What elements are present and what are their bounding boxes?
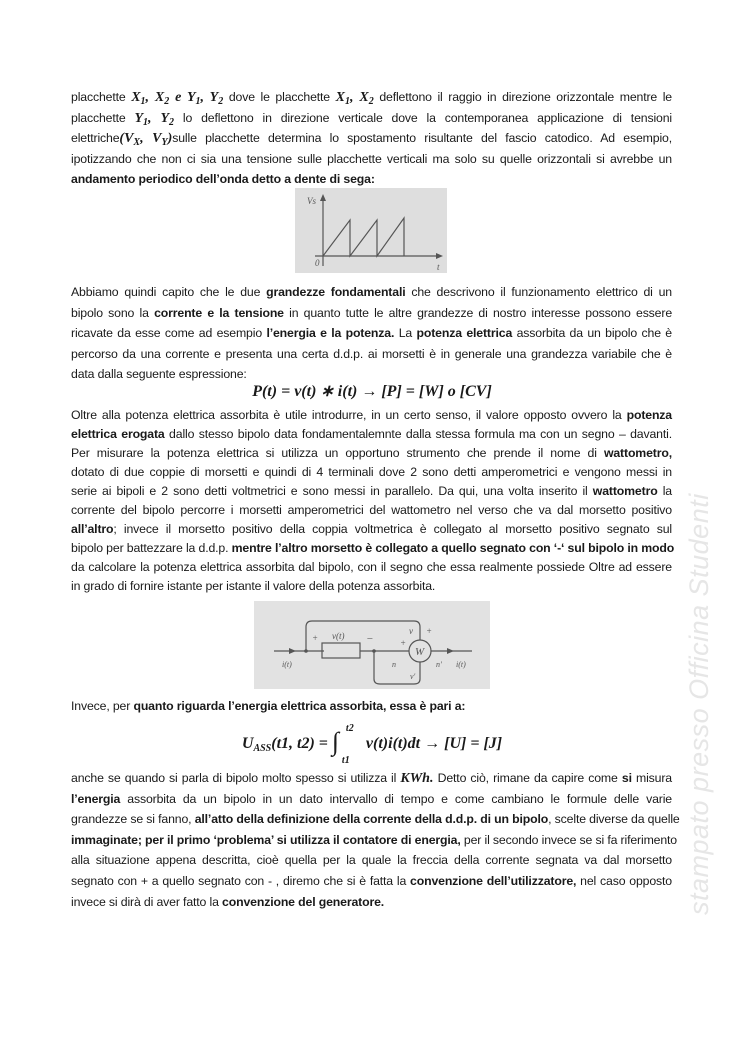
bold-text: wattometro, xyxy=(603,446,672,460)
text-line xyxy=(71,768,672,789)
math-text: , X xyxy=(145,90,165,105)
wattmeter-symbol: W xyxy=(415,646,425,658)
text-line xyxy=(71,539,675,558)
text: Per misurare la potenza elettrica si utilizza un opportuno strumento che prende il nome di xyxy=(71,446,604,460)
bold-text: grandezze fondamentali xyxy=(266,285,406,299)
text-line xyxy=(71,463,672,482)
math-text: 2 xyxy=(169,116,174,128)
text: percorso da una corrente e presenta una certa d.d.p. ai morsetti è in generale una grandezza variabile che è xyxy=(71,346,672,361)
text: placchette xyxy=(71,90,132,104)
sawtooth-figure xyxy=(295,188,447,273)
text-line xyxy=(71,789,672,810)
minus-terminal-label: − xyxy=(366,633,374,645)
math-text: X xyxy=(133,137,141,149)
text: lo deflettono in direzione verticale dove la contemporanea applicazione di tensioni xyxy=(174,110,672,125)
text: corrente del bipolo percorre i morsetti amperometrici del wattometro nel verso che va dal morsetto positivo xyxy=(71,503,672,517)
text: bipolo sono la xyxy=(71,305,155,320)
math-text: ) xyxy=(167,131,173,147)
text: ; invece il morsetto positivo della coppia voltmetrica è collegato al morsetto positivo segnato sul xyxy=(113,522,672,536)
text: anche se quando si parla di bipolo molto spesso si utilizza il xyxy=(71,771,401,785)
integral-sign: ∫ xyxy=(331,727,340,757)
power-equation: P(t) = v(t) ∗ i(t) → [P] = [W] o [CV] xyxy=(252,383,492,400)
text-line xyxy=(71,558,672,577)
bold-text: l’energia xyxy=(71,791,121,806)
plus-top-label: + xyxy=(426,626,433,636)
bold-text: andamento periodico dell’onda detto a dente di sega: xyxy=(71,172,375,187)
bold-text: all’atto della definizione della corrente della d.d.p. di un bipolo xyxy=(194,812,549,827)
plus-terminal-label: + xyxy=(312,633,319,643)
energy-subscript: ASS xyxy=(253,743,272,754)
integral-lower-limit: t1 xyxy=(341,755,350,767)
paragraph-oscilloscope-plates xyxy=(71,87,672,190)
n-terminal-label: n xyxy=(392,660,396,669)
input-current-label: i(t) xyxy=(282,660,292,669)
math-text: , Y xyxy=(148,110,169,126)
text: misura xyxy=(631,771,673,785)
text: placchette xyxy=(71,110,135,125)
paragraph-energy-intro xyxy=(71,696,672,717)
text-line xyxy=(71,444,672,463)
text: nel caso opposto xyxy=(576,873,672,888)
energy-symbol: U xyxy=(241,735,254,752)
text: data dalla seguente espressione: xyxy=(71,367,247,382)
text: in quanto tutte le altre grandezze di nostro interesse possono essere xyxy=(283,305,673,320)
text: dotato di due coppie di morsetti e quindi di 4 terminali dove 2 sono detti amperometrici e vengono messi in xyxy=(71,465,672,479)
math-text: (V xyxy=(119,131,134,147)
energy-equation xyxy=(0,723,744,767)
text-line xyxy=(71,871,672,892)
math-text: 1 xyxy=(344,96,350,107)
n-prime-terminal-label: n' xyxy=(436,660,442,669)
math-text: 2 xyxy=(218,96,224,107)
plus-mid-label: + xyxy=(400,638,407,648)
wattmeter-circuit xyxy=(254,601,490,689)
math-text: Y xyxy=(134,110,144,126)
text-line xyxy=(71,87,672,108)
text-line xyxy=(71,892,672,913)
y-axis-label: Vs xyxy=(307,196,316,206)
bold-text: convenzione dell’utilizzatore, xyxy=(410,873,577,888)
text-line xyxy=(71,282,672,303)
text-line xyxy=(71,696,672,717)
v-terminal-label: v xyxy=(409,626,413,636)
x-axis-label: t xyxy=(437,262,440,272)
bold-text: l’energia e la potenza. xyxy=(266,326,395,341)
paragraph-energy-measurement xyxy=(71,768,680,912)
math-text: KWh. xyxy=(400,771,434,786)
text: deflettono il raggio in direzione orizzontale mentre le xyxy=(373,90,673,104)
text: in grado di fornire istante per istante il valore della potenza assorbita. xyxy=(71,579,436,593)
bold-text: quanto riguarda l’energia elettrica assorbita, essa è pari a: xyxy=(133,699,466,713)
text: per il secondo invece se si fa riferimento xyxy=(460,832,677,847)
text: assorbita da un bipolo in un dato intervallo di tempo e come cambiano le formule delle varie xyxy=(120,791,672,806)
sawtooth-graph xyxy=(295,188,447,273)
bold-text: si xyxy=(621,771,632,785)
text: elettriche xyxy=(71,131,120,146)
v-prime-terminal-label: v' xyxy=(410,672,416,681)
energy-arguments: (t1, t2) = xyxy=(271,735,332,752)
math-text: 2 xyxy=(368,96,374,107)
text-line xyxy=(71,323,672,344)
text-line xyxy=(71,809,680,830)
text: assorbita da un bipolo che è xyxy=(512,326,672,341)
text: sulle placchette determina lo spostamento risultante del fascio catodico. Ad esempio, xyxy=(172,131,673,146)
text-line xyxy=(71,344,672,365)
bold-text: wattometro xyxy=(592,484,658,498)
math-text: 1 xyxy=(140,96,146,107)
output-current-label: i(t) xyxy=(456,660,466,669)
math-text: 2 xyxy=(164,96,170,107)
text: che descrivono il funzionamento elettrico di un xyxy=(405,285,672,299)
text: Abbiamo quindi capito che le due xyxy=(71,285,267,299)
paragraph-fundamental-quantities xyxy=(71,282,672,385)
text: da calcolare la potenza elettrica assorbita dal bipolo, con il segno che essa realmente possiede Oltre ad essere xyxy=(71,560,672,574)
voltage-label: v(t) xyxy=(332,631,345,641)
text-line xyxy=(71,108,672,129)
math-text: 1 xyxy=(143,116,149,128)
text-line xyxy=(71,482,672,501)
text-line xyxy=(71,830,677,851)
paragraph-wattmeter xyxy=(71,406,675,596)
integral-upper-limit: t2 xyxy=(345,723,354,735)
text: grandezze se si fanno, xyxy=(71,812,195,827)
math-text: 1 xyxy=(195,96,201,107)
text: Oltre alla potenza elettrica assorbita è utile introdurre, in un certo senso, il valore opposto ovvero la xyxy=(71,408,627,422)
text: ricavate da esse come ad esempio xyxy=(71,326,267,341)
text: segnato con + a quello segnato con - , diremo che si è fatta la xyxy=(71,873,411,888)
text-line xyxy=(71,501,672,520)
energy-integrand: v(t)i(t)dt → [U] = [J] xyxy=(365,735,503,752)
text: Detto ciò, rimane da capire come xyxy=(433,771,622,785)
text-line xyxy=(71,577,672,596)
bold-text: potenza elettrica xyxy=(416,326,513,341)
math-text: X xyxy=(131,90,141,105)
watermark: stampato presso Officina Studenti xyxy=(684,493,714,915)
text: ipotizzando che non ci sia una tensione sulle placchette verticali ma solo su quelle orizzontali si avrebbe un xyxy=(71,151,672,166)
bold-text: convenzione del generatore. xyxy=(222,894,385,909)
math-text: e Y xyxy=(169,90,196,105)
bold-text: corrente e la tensione xyxy=(154,305,284,320)
text-line xyxy=(71,520,672,539)
text: alla situazione appena descritta, cioè quella per la quale la freccia della corrente segnata va dal morsetto xyxy=(71,853,672,868)
text: serie ai bipoli e 2 sono detti voltmetrici e sono messi in parallelo. Da qui, una volta inserito il xyxy=(71,484,593,498)
text: invece si dirà di aver fatto la xyxy=(71,894,223,909)
bold-text: mentre l’altro morsetto è collegato a quello segnato con ‘-‘ sul bipolo in modo xyxy=(231,541,675,555)
text: bipolo per battezzare la d.d.p. xyxy=(71,541,232,555)
bold-text: potenza xyxy=(626,408,672,422)
math-text: , Y xyxy=(200,90,219,105)
math-text: , X xyxy=(349,90,369,105)
text-line xyxy=(71,406,672,425)
math-text: X xyxy=(335,90,345,105)
origin-label: 0 xyxy=(315,258,320,268)
math-text: Y xyxy=(161,137,168,149)
text: la xyxy=(657,484,672,498)
text-line xyxy=(71,169,672,190)
math-text: , V xyxy=(140,131,162,147)
text-line xyxy=(71,128,672,149)
text-line xyxy=(71,425,672,444)
wattmeter-circuit-figure xyxy=(254,601,490,689)
bold-text: immaginate; per il primo ‘problema’ si utilizza il contatore di energia, xyxy=(71,832,461,847)
text: La xyxy=(394,326,417,341)
text: , scelte diverse da quelle xyxy=(548,812,680,827)
text: Invece, per xyxy=(71,699,134,713)
text: dallo stesso bipolo data fondamentalemnte dalla stessa formula ma con un segno – davanti. xyxy=(164,427,672,441)
text-line xyxy=(71,850,672,871)
bold-text: all’altro xyxy=(71,522,114,536)
bold-text: elettrica erogata xyxy=(71,427,165,441)
text-line xyxy=(71,149,672,170)
text: dove le placchette xyxy=(223,90,336,104)
text-line xyxy=(71,303,672,324)
